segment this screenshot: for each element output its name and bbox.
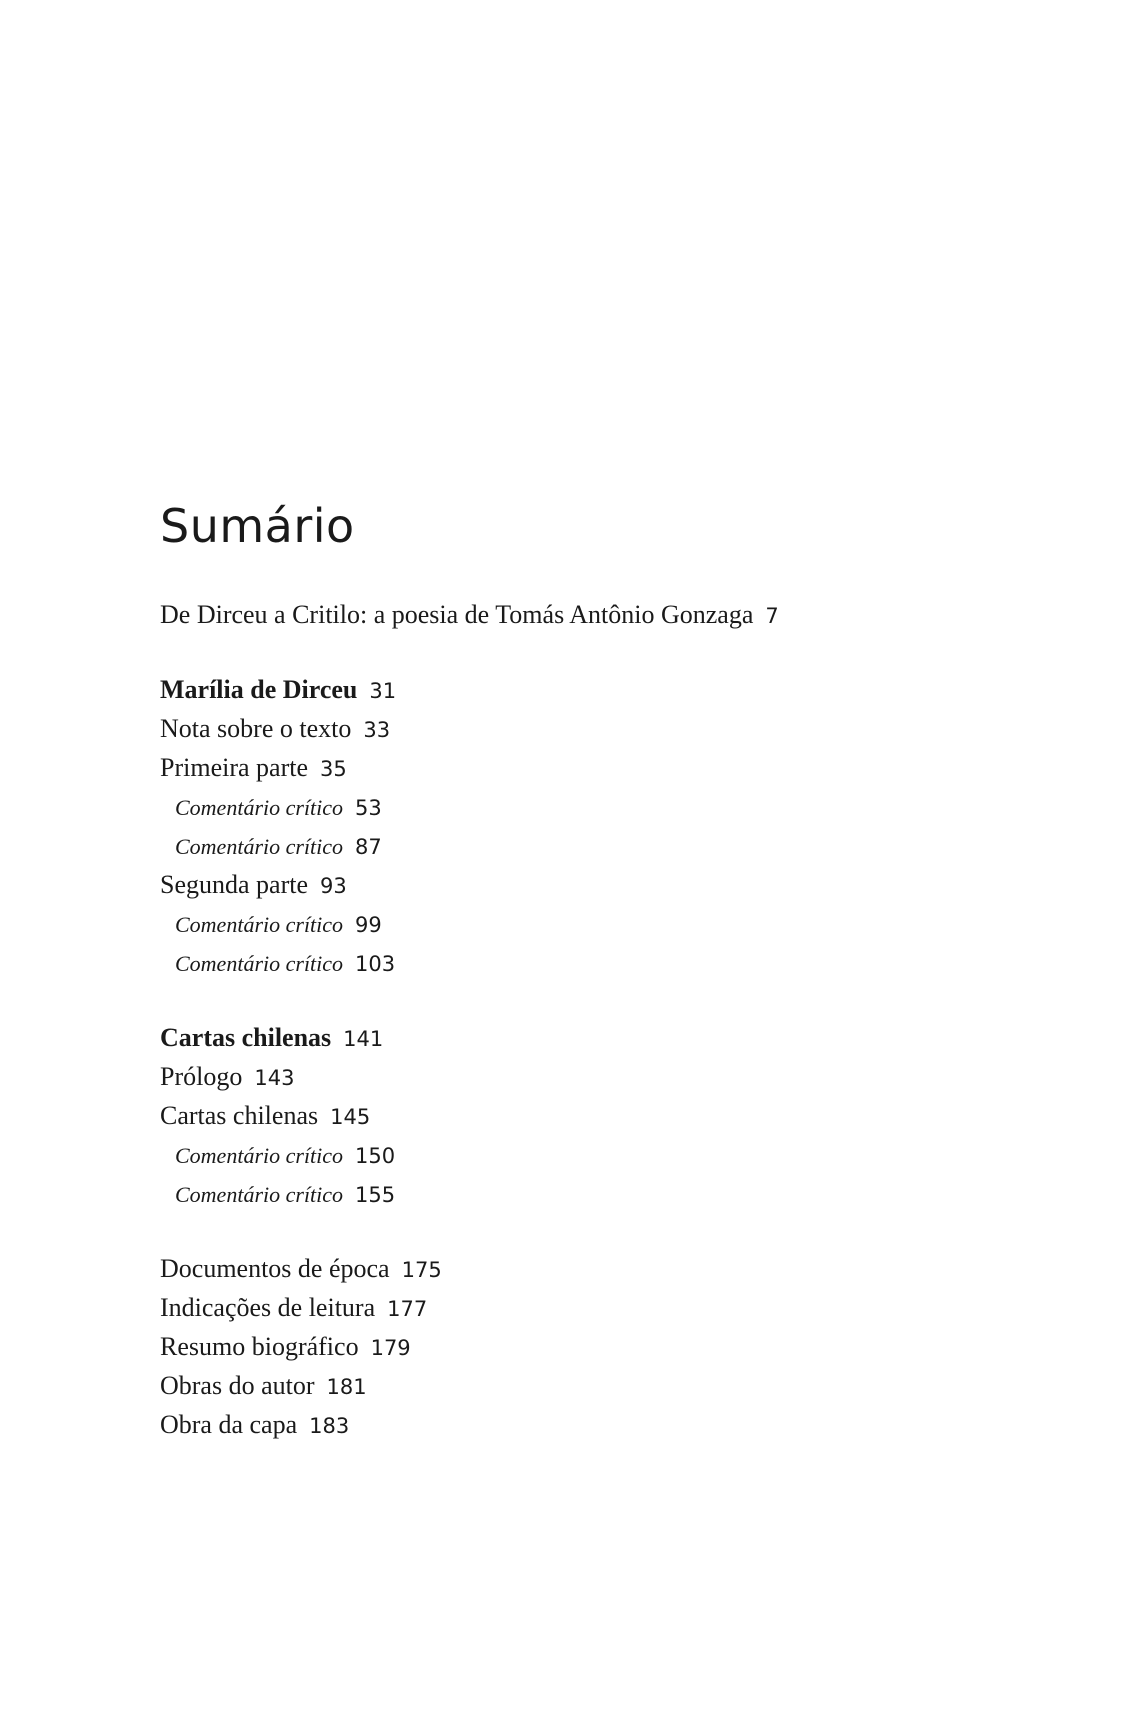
- toc-section: [160, 596, 1060, 635]
- toc-entry: [160, 749, 1060, 788]
- table-of-contents: [160, 596, 1060, 1445]
- toc-entry: [160, 1289, 1060, 1328]
- toc-entry-label: Comentário crítico: [175, 912, 344, 937]
- toc-page-number: 35: [320, 757, 347, 781]
- toc-page-number: 177: [387, 1297, 428, 1321]
- toc-entry: [160, 596, 1060, 635]
- toc-entry-label: Prólogo: [160, 1062, 243, 1091]
- toc-subentry: [160, 944, 1060, 983]
- toc-page-number: 183: [309, 1414, 350, 1438]
- toc-subentry: [160, 905, 1060, 944]
- toc-page-number: 7: [765, 604, 779, 628]
- toc-entry: [160, 1097, 1060, 1136]
- toc-entry-label: Marília de Dirceu: [160, 675, 358, 704]
- toc-page-number: 99: [355, 913, 382, 937]
- toc-page-number: 33: [363, 718, 391, 742]
- toc-entry-label: Primeira parte: [160, 753, 308, 782]
- toc-entry: [160, 1328, 1060, 1367]
- toc-entry-label: Comentário crítico: [175, 795, 344, 820]
- toc-part-heading: [160, 1019, 1060, 1058]
- toc-subentry: [160, 827, 1060, 866]
- toc-entry: [160, 710, 1060, 749]
- toc-page-number: 31: [369, 679, 397, 703]
- toc-entry-label: Comentário crítico: [175, 834, 344, 859]
- toc-entry-label: Comentário crítico: [175, 1143, 344, 1168]
- toc-entry-label: Indicações de leitura: [160, 1293, 376, 1322]
- toc-entry-label: Segunda parte: [160, 870, 309, 899]
- toc-section: [160, 1019, 1060, 1214]
- toc-entry: [160, 866, 1060, 905]
- toc-entry: [160, 1250, 1060, 1289]
- toc-entry: [160, 1058, 1060, 1097]
- toc-page-number: 87: [355, 835, 382, 859]
- toc-entry-label: Cartas chilenas: [160, 1101, 319, 1130]
- toc-page-number: 181: [326, 1375, 367, 1399]
- toc-entry-label: Nota sobre o texto: [160, 714, 352, 743]
- toc-subentry: [160, 1136, 1060, 1175]
- toc-page-number: 145: [330, 1105, 371, 1129]
- toc-entry-label: Documentos de época: [160, 1254, 390, 1283]
- toc-page-number: 53: [355, 796, 382, 820]
- toc-page-number: 143: [254, 1066, 295, 1090]
- contents-page: [160, 498, 1060, 1481]
- toc-entry-label: Comentário crítico: [175, 1182, 344, 1207]
- toc-page-number: 179: [370, 1336, 411, 1360]
- toc-entry-label: Obras do autor: [160, 1371, 315, 1400]
- toc-entry-label: Comentário crítico: [175, 951, 344, 976]
- toc-subentry: [160, 788, 1060, 827]
- toc-entry-label: Resumo biográfico: [160, 1332, 359, 1361]
- toc-page-number: 175: [401, 1258, 442, 1282]
- toc-page-number: 103: [355, 952, 396, 976]
- page-title: Sumário: [160, 499, 355, 553]
- toc-entry: [160, 1367, 1060, 1406]
- toc-subentry: [160, 1175, 1060, 1214]
- toc-entry-label: Obra da capa: [160, 1410, 298, 1439]
- toc-page-number: 155: [355, 1183, 396, 1207]
- toc-page-number: 141: [343, 1027, 384, 1051]
- toc-page-number: 150: [355, 1144, 396, 1168]
- toc-page-number: 93: [320, 874, 347, 898]
- toc-section: [160, 1250, 1060, 1445]
- toc-entry-label: De Dirceu a Critilo: a poesia de Tomás Antônio Gonzaga: [160, 600, 754, 629]
- toc-entry-label: Cartas chilenas: [160, 1023, 332, 1052]
- toc-section: [160, 671, 1060, 983]
- toc-part-heading: [160, 671, 1060, 710]
- toc-entry: [160, 1406, 1060, 1445]
